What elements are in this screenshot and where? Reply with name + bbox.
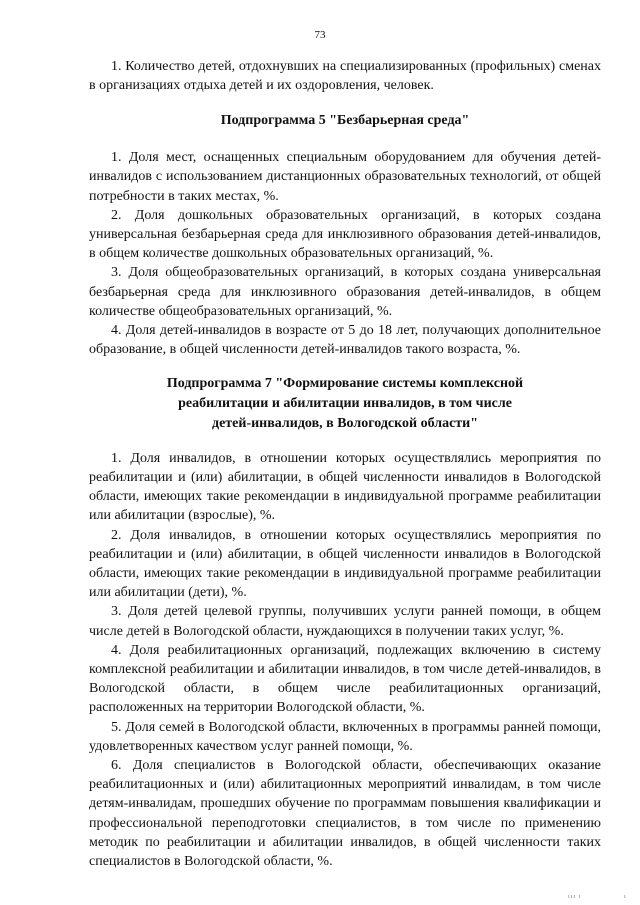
subprogram-7-item-5: 5. Доля семей в Вологодской области, включенных в программы ранней помощи, удовлетворенных качеством услуг ранней помощи, %. (89, 719, 601, 754)
page-number: 73 (314, 29, 326, 41)
subprogram-5-item-2: 2. Доля дошкольных образовательных организаций, в которых создана универсальная безбарьерная среда для инклюзивного образования детей-инвалидов, в общем количестве дошкольных образовательных организаций, %. (89, 207, 601, 262)
subprogram-7-list (89, 449, 601, 871)
subprogram-7-item-2: 2. Доля инвалидов, в отношении которых осуществлялись мероприятия по реабилитации и (или) абилитации, в общей численности инвалидов в Вологодской области, имеющих такие рекомендации в индивидуальной программе реабилитации или абилитации (дети), %. (89, 527, 601, 601)
subprogram-7-item-4: 4. Доля реабилитационных организаций, подлежащих включению в систему комплексной реабилитации и абилитации инвалидов, в том числе детей-инвалидов, в Вологодской области, в общем числе реабилитационных организаций, расположенных на территории Вологодской области, %. (89, 642, 601, 716)
subprogram-7-heading (89, 374, 601, 433)
intro-item-1: 1. Количество детей, отдохнувших на специализированных (профильных) сменах в организациях отдыха детей и их оздоровления, человек. (89, 59, 601, 94)
subprogram-5-list (89, 148, 601, 359)
document-body (89, 57, 601, 871)
footer-scan-mark-right: ı (624, 894, 627, 900)
subprogram-5-item-4: 4. Доля детей-инвалидов в возрасте от 5 до 18 лет, получающих дополнительное образование, в общей численности детей-инвалидов такого возраста, %. (89, 323, 601, 358)
subprogram-7-item-3: 3. Доля детей целевой группы, получивших услуги ранней помощи, в общем числе детей в Вологодской области, нуждающихся в получении таких услуг, %. (89, 604, 601, 639)
subprogram-7-item-1: 1. Доля инвалидов, в отношении которых осуществлялись мероприятия по реабилитации и (или) абилитации, в общей численности инвалидов в Вологодской области, имеющих такие рекомендации в индивидуальной программе реабилитации или абилитации (взрослые), %. (89, 450, 601, 524)
subprogram-7-item-6: 6. Доля специалистов в Вологодской области, обеспечивающих оказание реабилитационных и (или) абилитационных мероприятий инвалидам, в том числе детям-инвалидам, прошедших обучение по программам повышения квалификации и профессиональной переподготовки специалистов, в том числе по применению методик по реабилитации и абилитации инвалидов, в общей численности таких специалистов в Вологодской области, %. (89, 758, 601, 870)
footer-scan-mark-left: ııı ı (568, 894, 582, 900)
subprogram-5-item-3: 3. Доля общеобразовательных организаций, в которых создана универсальная безбарьерная среда для инклюзивного образования детей-инвалидов, в общем количестве общеобразовательных организаций, %. (89, 265, 601, 319)
subprogram-7-heading-line-3: детей-инвалидов, в Вологодской области" (212, 416, 478, 432)
subprogram-5-heading: Подпрограмма 5 "Безбарьерная среда" (220, 113, 470, 129)
subprogram-5-item-1: 1. Доля мест, оснащенных специальным оборудованием для обучения детей-инвалидов с использованием дистанционных образовательных технологий, от общей потребности в таких местах, %. (89, 150, 601, 204)
subprogram-7-heading-line-1: Подпрограмма 7 "Формирование системы комплексной (166, 376, 524, 392)
subprogram-7-heading-line-2: реабилитации и абилитации инвалидов, в том числе (178, 396, 512, 412)
